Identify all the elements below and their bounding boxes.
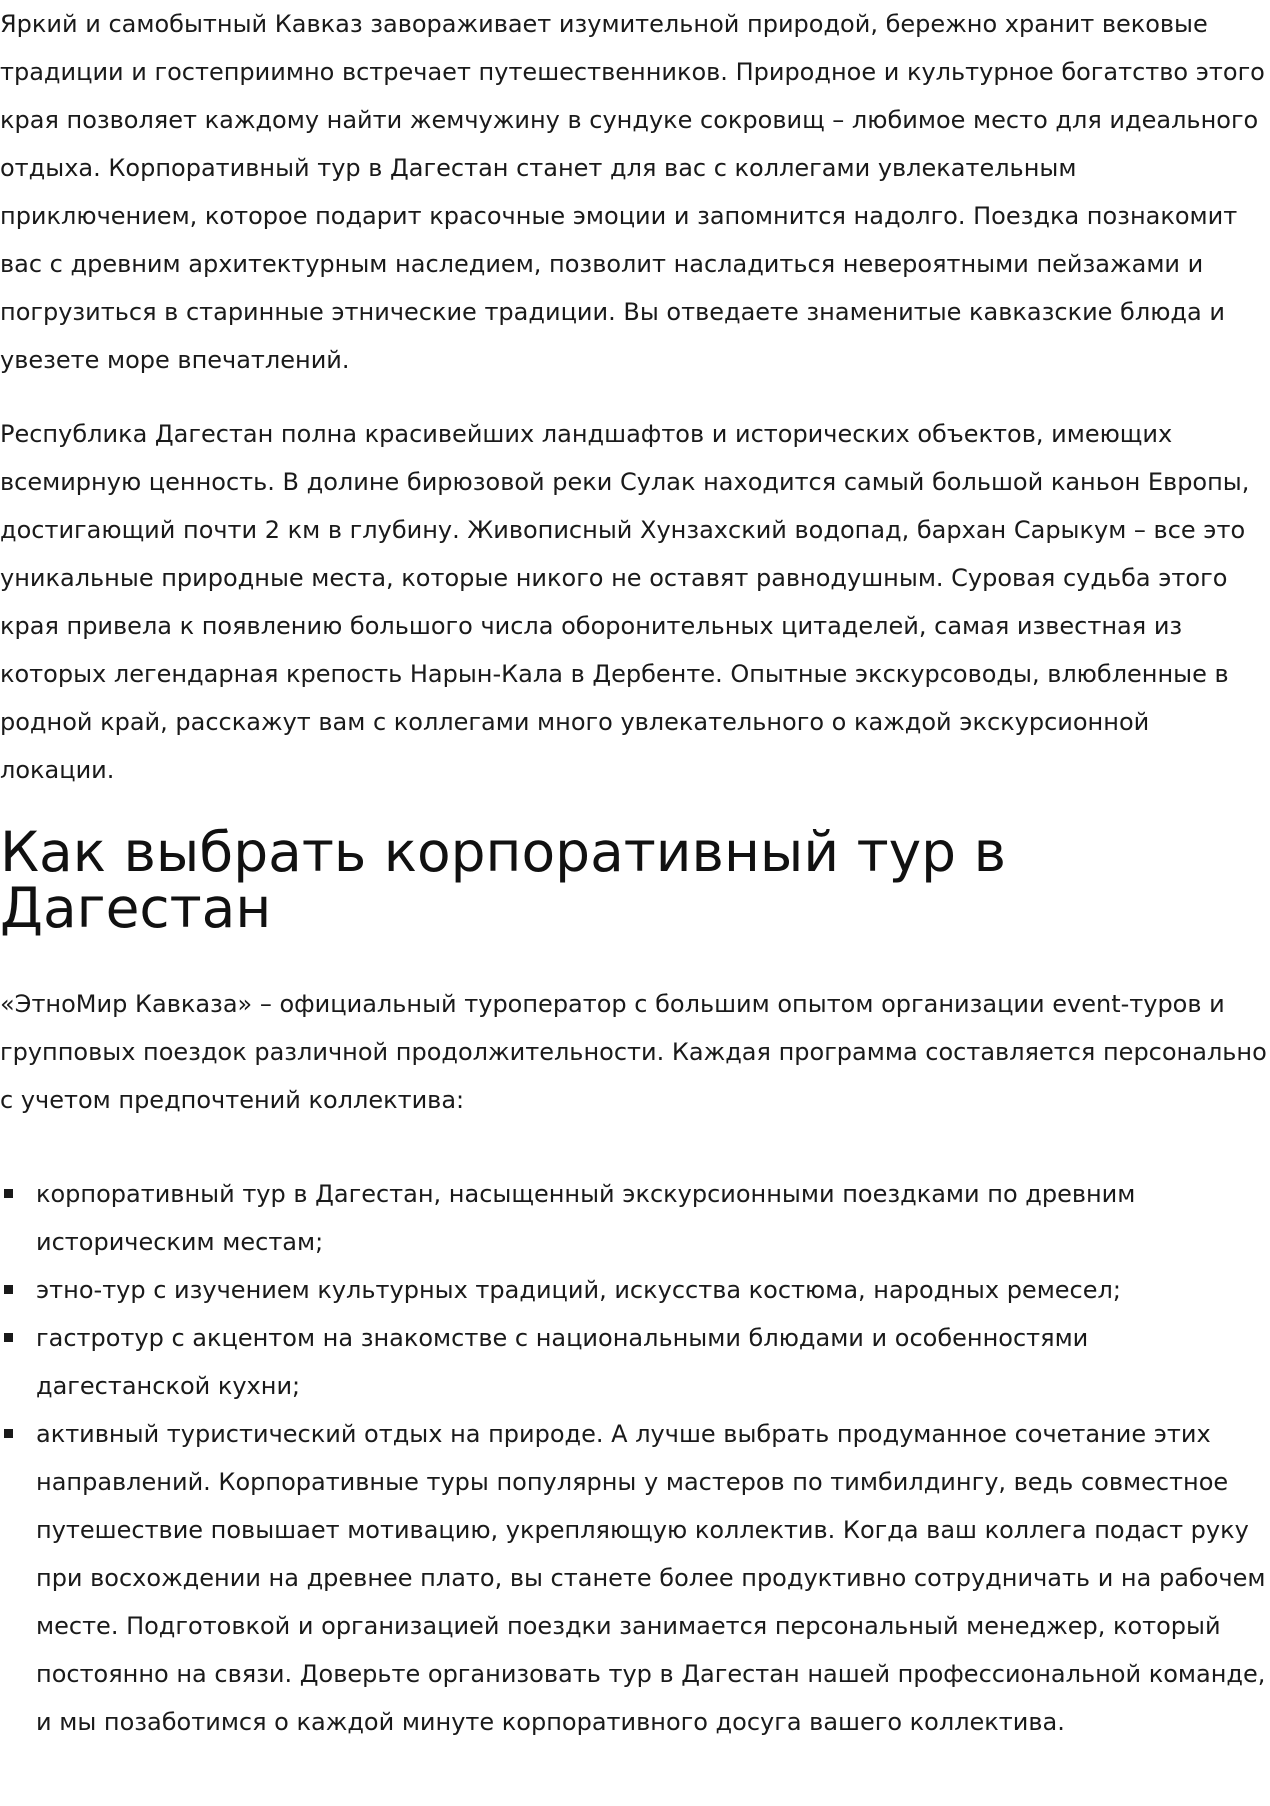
square-bullet-icon bbox=[4, 1285, 13, 1294]
list-item bbox=[0, 1410, 1270, 1746]
list-item bbox=[0, 1170, 1270, 1266]
square-bullet-icon bbox=[4, 1333, 13, 1342]
paragraph-operator-intro: «ЭтноМир Кавказа» – официальный туроператор с большим опытом организации event-туров и групповых поездок различной продолжительности. Каждая программа составляется персонально с учетом предпочтений коллектива: bbox=[0, 990, 1267, 1114]
tour-types-list bbox=[0, 1170, 1270, 1746]
square-bullet-icon bbox=[4, 1189, 13, 1198]
list-item-text: гастротур с акцентом на знакомстве с национальными блюдами и особенностями дагестанской кухни; bbox=[36, 1324, 1089, 1400]
square-bullet-icon bbox=[4, 1429, 13, 1438]
list-item-text: активный туристический отдых на природе. А лучше выбрать продуманное сочетание этих направлений. Корпоративные туры популярны у мастеров по тимбилдингу, ведь совместное путешествие повышает мотивацию, укрепляющую коллектив. Когда ваш коллега подаст руку при восхождении на древнее плато, вы станете более продуктивно сотрудничать и на рабочем месте. Подготовкой и организацией поездки занимается персональный менеджер, который постоянно на связи. Доверьте организовать тур в Дагестан нашей профессиональной команде, и мы позаботимся о каждой минуте корпоративного досуга вашего коллектива. bbox=[36, 1420, 1266, 1736]
list-item-text: корпоративный тур в Дагестан, насыщенный экскурсионными поездками по древним историческим местам; bbox=[36, 1180, 1136, 1256]
list-item bbox=[0, 1314, 1270, 1410]
list-item bbox=[0, 1266, 1270, 1314]
paragraph-intro-caucasus: Яркий и самобытный Кавказ завораживает изумительной природой, бережно хранит вековые традиции и гостеприимно встречает путешественников. Природное и культурное богатство этого края позволяет каждому найти жемчужину в сундуке сокровищ – любимое место для идеального отдыха. Корпоративный тур в Дагестан станет для вас с коллегами увлекательным приключением, которое подарит красочные эмоции и запомнится надолго. Поездка познакомит вас с древним архитектурным наследием, позволит насладиться невероятными пейзажами и погрузиться в старинные этнические традиции. Вы отведаете знаменитые кавказские блюда и увезете море впечатлений. bbox=[0, 10, 1265, 374]
list-item-text: этно-тур с изучением культурных традиций, искусства костюма, народных ремесел; bbox=[36, 1276, 1121, 1304]
section-heading: Как выбрать корпоративный тур в Дагестан bbox=[0, 820, 1006, 940]
paragraph-dagestan-landmarks: Республика Дагестан полна красивейших ландшафтов и исторических объектов, имеющих всемирную ценность. В долине бирюзовой реки Сулак находится самый большой каньон Европы, достигающий почти 2 км в глубину. Живописный Хунзахский водопад, бархан Сарыкум – все это уникальные природные места, которые никого не оставят равнодушным. Суровая судьба этого края привела к появлению большого числа оборонительных цитаделей, самая известная из которых легендарная крепость Нарын-Кала в Дербенте. Опытные экскурсоводы, влюбленные в родной край, расскажут вам с коллегами много увлекательного о каждой экскурсионной локации. bbox=[0, 420, 1250, 784]
